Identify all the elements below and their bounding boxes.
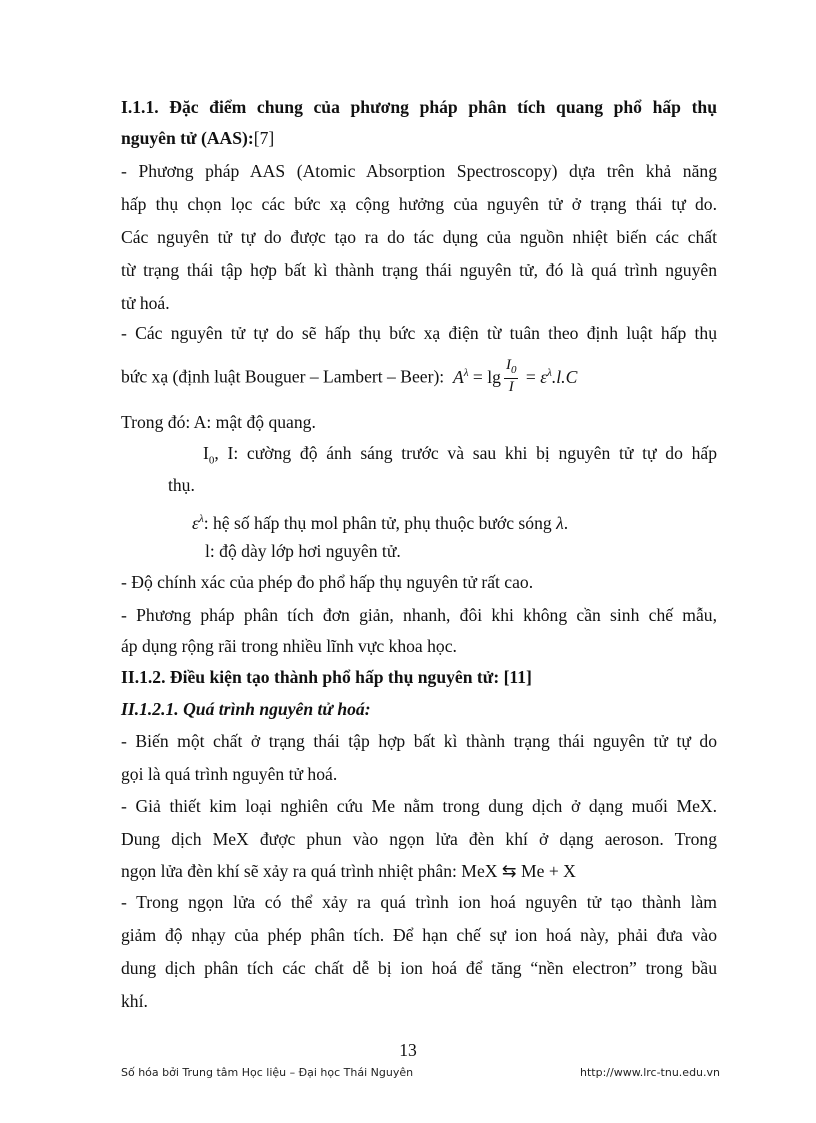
formula-line <box>121 357 717 397</box>
paragraph-line: ngọn lửa đèn khí sẽ xảy ra quá trình nhiệt phân: MeX ⇆ Me + X <box>121 861 576 881</box>
section-heading-line1: I.1.1. Đặc điểm chung của phương pháp phân tích quang phổ hấp thụ <box>121 97 717 117</box>
paragraph-line: - Biến một chất ở trạng thái tập hợp bất kì thành trạng thái nguyên tử tự do <box>121 731 717 751</box>
footer-source: Số hóa bởi Trung tâm Học liệu – Đại học Thái Nguyên <box>121 1066 414 1079</box>
definition-line: l: độ dày lớp hơi nguyên tử. <box>205 541 401 561</box>
section-heading-bold: nguyên tử (AAS): <box>121 128 254 148</box>
paragraph-line: - Phương pháp AAS (Atomic Absorption Spectroscopy) dựa trên khả năng <box>121 161 717 181</box>
paragraph-line: dung dịch phân tích các chất dễ bị ion hoá để tăng “nền electron” trong bầu <box>121 958 717 978</box>
paragraph-line: gọi là quá trình nguyên tử hoá. <box>121 764 338 784</box>
page-number: 13 <box>399 1040 417 1060</box>
footer-link[interactable]: http://www.lrc-tnu.edu.vn <box>580 1066 720 1079</box>
definition-line: thụ. <box>168 475 195 495</box>
paragraph-line: giảm độ nhạy của phép phân tích. Để hạn chế sự ion hoá này, phải đưa vào <box>121 925 717 945</box>
section-heading-ref: [7] <box>253 128 275 148</box>
paragraph-line: - Độ chính xác của phép đo phổ hấp thụ nguyên tử rất cao. <box>121 572 534 592</box>
paragraph-line: - Giả thiết kim loại nghiên cứu Me nằm trong dung dịch ở dạng muối MeX. <box>121 796 717 816</box>
paragraph-line: - Phương pháp phân tích đơn giản, nhanh, đôi khi không cần sinh chế mẫu, <box>121 605 717 625</box>
paragraph-line: Dung dịch MeX được phun vào ngọn lửa đèn khí ở dạng aeroson. Trong <box>121 829 717 849</box>
section-heading: II.1.2. Điều kiện tạo thành phổ hấp thụ nguyên tử: [11] <box>121 667 532 687</box>
paragraph-line: hấp thụ chọn lọc các bức xạ cộng hưởng của nguyên tử ở trạng thái tự do. <box>121 194 717 214</box>
definition-line: Trong đó: A: mật độ quang. <box>121 412 316 432</box>
formula-fraction: $\frac{I_0}{I}$ <box>505 357 517 395</box>
definition-line: $I_0$, I: cường độ ánh sáng trước và sau khi bị nguyên tử tự do hấp <box>203 443 717 467</box>
subsection-heading: II.1.2.1. Quá trình nguyên tử hoá: <box>121 699 371 719</box>
paragraph-line: - Trong ngọn lửa có thể xảy ra quá trình ion hoá nguyên tử tạo thành làm <box>121 892 717 912</box>
paragraph-line: áp dụng rộng rãi trong nhiều lĩnh vực khoa học. <box>121 636 457 656</box>
section-heading-line2 <box>121 127 717 149</box>
paragraph-line: tử hoá. <box>121 293 170 313</box>
definition-line: $\varepsilon^\lambda$: hệ số hấp thụ mol phân tử, phụ thuộc bước sóng λ. <box>192 512 569 533</box>
formula: $A^\lambda = \lg$ $\frac{I_0}{I}$ = $\varepsilon^\lambda.l.C$ <box>453 357 578 395</box>
paragraph-line: Các nguyên tử tự do được tạo ra do tác dụng của nguồn nhiệt biến các chất <box>121 227 717 247</box>
paragraph-line: từ trạng thái tập hợp bất kì thành trạng thái nguyên tử, đó là quá trình nguyên <box>121 260 717 280</box>
paragraph-line: khí. <box>121 991 148 1011</box>
paragraph-line: - Các nguyên tử tự do sẽ hấp thụ bức xạ điện từ tuân theo định luật hấp thụ <box>121 323 717 343</box>
formula-intro: bức xạ (định luật Bouguer – Lambert – Beer): <box>121 366 445 387</box>
